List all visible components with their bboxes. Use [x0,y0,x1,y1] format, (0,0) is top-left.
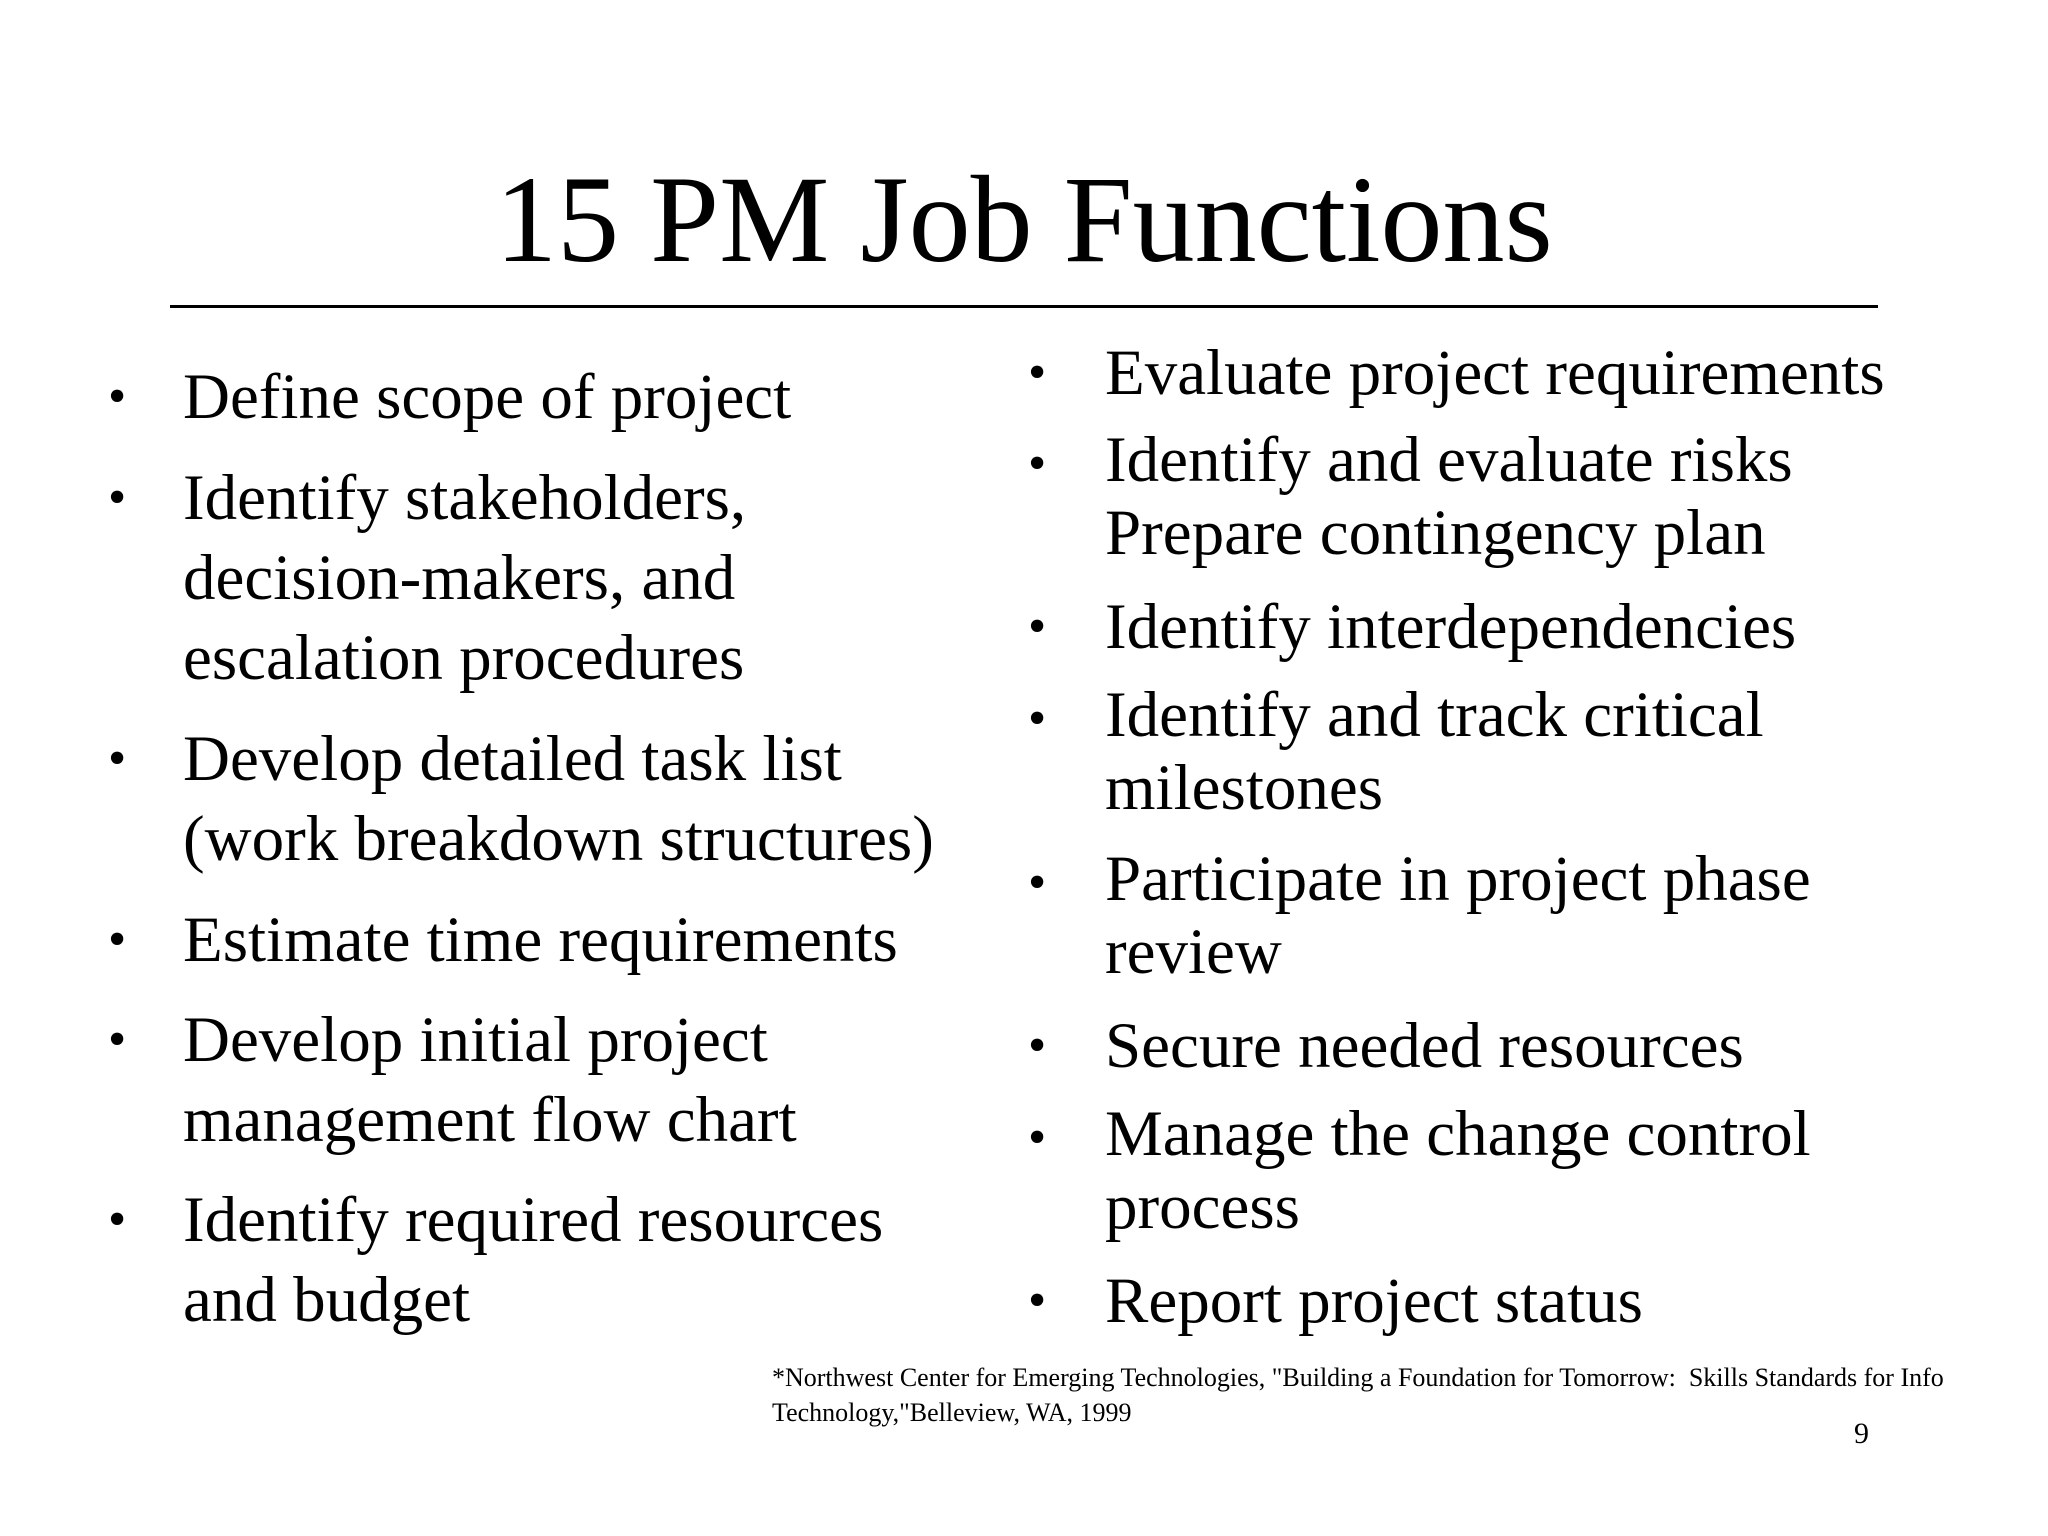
bullet-icon: • [108,1011,127,1068]
list-item: Evaluate project requirements [1105,337,1885,409]
list-item: Identify required resources and budget [183,1184,884,1336]
bullet-icon: • [1028,690,1047,747]
footnote-line: *Northwest Center for Emerging Technologies, "Building a Foundation for Tomorrow: Skills Standards for Info [772,1363,1944,1392]
bullet-icon: • [1028,435,1047,492]
list-item: Identify and evaluate risks Prepare contingency plan [1105,424,1793,569]
bullet-icon: • [108,911,127,968]
list-item: Manage the change control process [1105,1098,1811,1243]
bullet-icon: • [1028,598,1047,655]
title-divider [170,305,1878,308]
bullet-icon: • [1028,1272,1047,1329]
bullet-icon: • [108,730,127,787]
footnote-line: Technology,"Belleview, WA, 1999 [772,1398,1132,1427]
bullet-icon: • [108,368,127,425]
list-item: Report project status [1105,1265,1643,1337]
list-item: Participate in project phase review [1105,843,1811,988]
bullet-icon: • [108,469,127,526]
list-item: Develop initial project management flow chart [183,1004,797,1156]
page-number: 9 [1854,1417,1869,1450]
list-item: Define scope of project [183,361,792,433]
bullet-icon: • [1028,854,1047,911]
list-item: Secure needed resources [1105,1010,1744,1082]
list-item: Identify stakeholders, decision-makers, and escalation procedures [183,462,747,694]
list-item: Identify interdependencies [1105,591,1797,663]
list-item: Estimate time requirements [183,904,898,976]
bullet-icon: • [108,1191,127,1248]
list-item: Develop detailed task list (work breakdown structures) [183,723,934,875]
slide-title: 15 PM Job Functions [495,151,1553,288]
list-item: Identify and track critical milestones [1105,679,1764,824]
bullet-icon: • [1028,1017,1047,1074]
bullet-icon: • [1028,1109,1047,1166]
bullet-icon: • [1028,344,1047,401]
